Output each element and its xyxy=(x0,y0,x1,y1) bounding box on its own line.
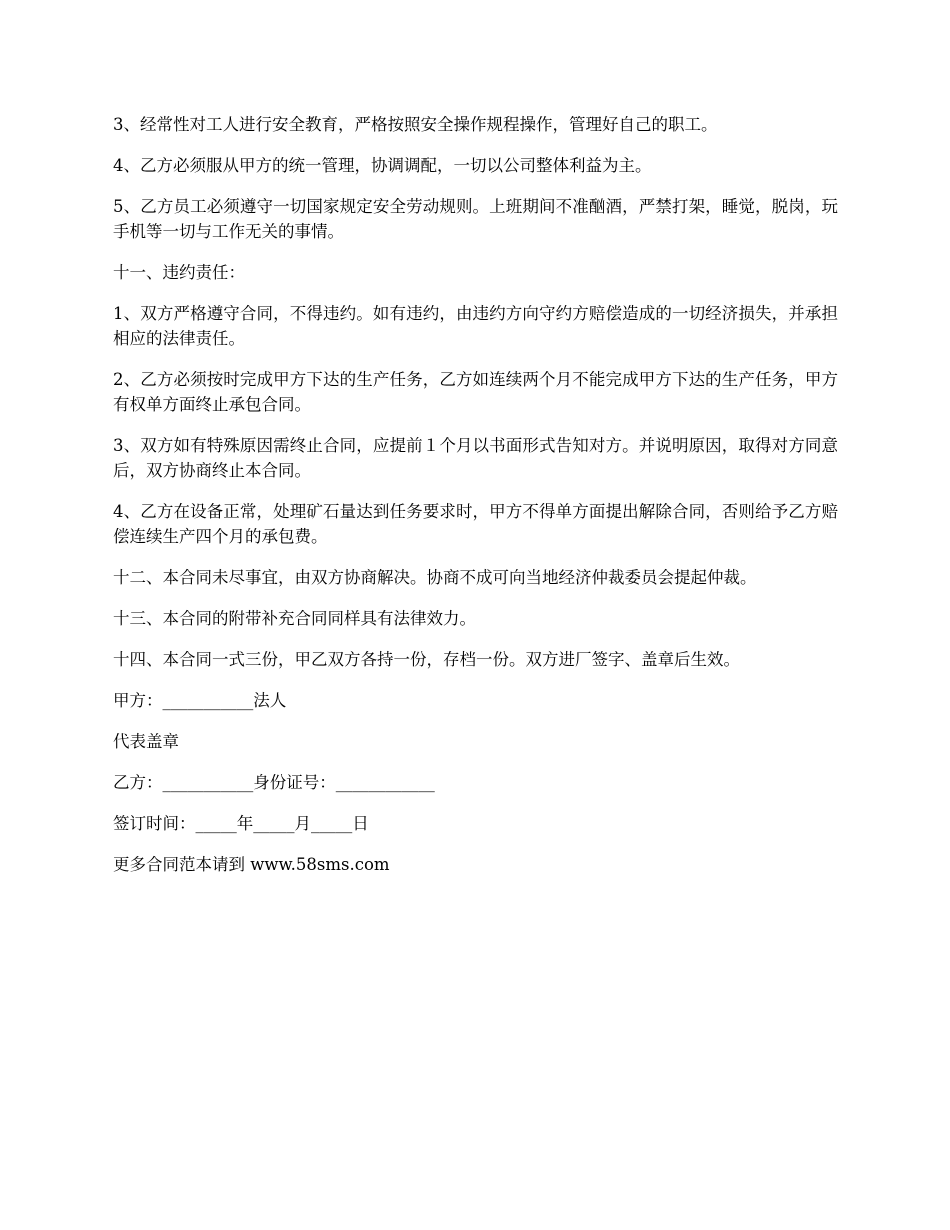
clause-11-4: 4、乙方在设备正常，处理矿石量达到任务要求时，甲方不得单方面提出解除合同，否则给予乙方赔偿连续生产四个月的承包费。 xyxy=(113,502,838,546)
document-body xyxy=(113,112,838,893)
clause-11-2: 2、乙方必须按时完成甲方下达的生产任务，乙方如连续两个月不能完成甲方下达的生产任务，甲方有权单方面终止承包合同。 xyxy=(113,370,838,414)
section-11-heading: 十一、违约责任： xyxy=(113,263,245,282)
clause-10-3: 3、经常性对工人进行安全教育，严格按照安全操作规程操作，管理好自己的职工。 xyxy=(113,115,718,134)
clause-10-4: 4、乙方必须服从甲方的统一管理，协调调配，一切以公司整体利益为主。 xyxy=(113,156,652,175)
party-b-signature-line: 乙方：___________身份证号：____________ xyxy=(113,773,435,792)
party-a-signature-line: 甲方：___________法人 xyxy=(113,691,287,710)
representative-seal-line: 代表盖章 xyxy=(113,732,179,751)
clause-10-5: 5、乙方员工必须遵守一切国家规定安全劳动规则。上班期间不准酗酒，严禁打架，睡觉，脱岗，玩手机等一切与工作无关的事情。 xyxy=(113,197,838,241)
section-13: 十三、本合同的附带补充合同同样具有法律效力。 xyxy=(113,609,476,628)
footer-website-note: 更多合同范本请到 www.58sms.com xyxy=(113,855,390,874)
section-14: 十四、本合同一式三份，甲乙双方各持一份，存档一份。双方进厂签字、盖章后生效。 xyxy=(113,650,740,669)
section-12: 十二、本合同未尽事宜，由双方协商解决。协商不成可向当地经济仲裁委员会提起仲裁。 xyxy=(113,568,757,587)
signing-date-line: 签订时间：_____年_____月_____日 xyxy=(113,814,369,833)
clause-11-3: 3、双方如有特殊原因需终止合同，应提前１个月以书面形式告知对方。并说明原因，取得对方同意后，双方协商终止本合同。 xyxy=(113,436,838,480)
clause-11-1: 1、双方严格遵守合同，不得违约。如有违约，由违约方向守约方赔偿造成的一切经济损失，并承担相应的法律责任。 xyxy=(113,304,838,348)
